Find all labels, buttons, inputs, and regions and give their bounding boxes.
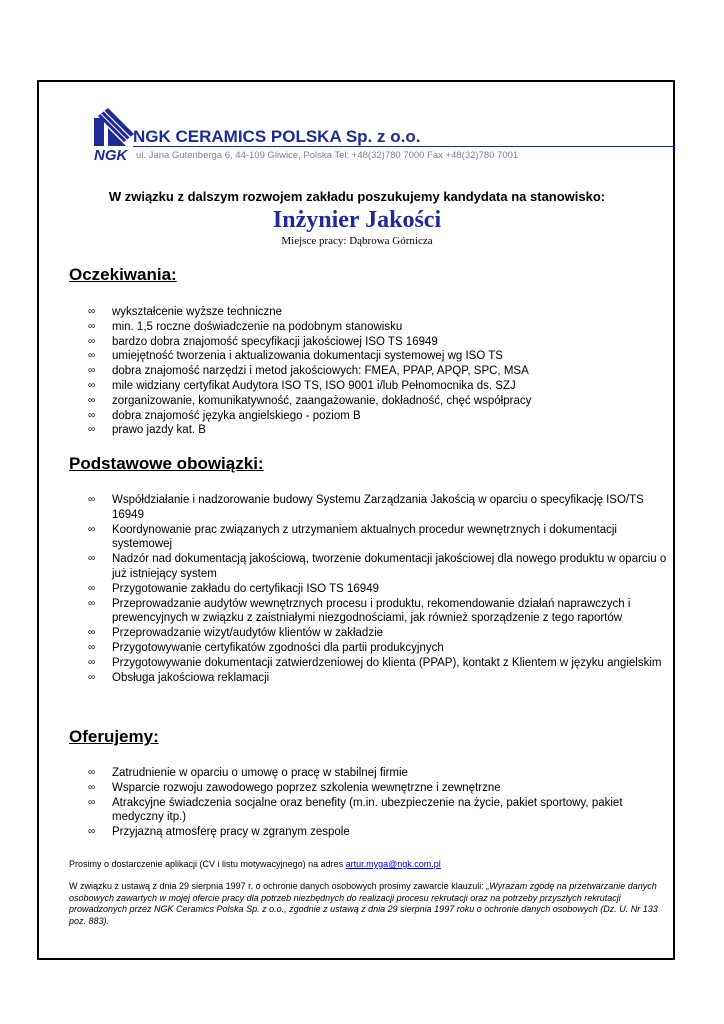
bullet-icon: ∞ xyxy=(88,335,96,347)
list-item: ∞ dobra znajomość języka angielskiego - poziom B xyxy=(88,409,361,422)
header-divider xyxy=(133,146,675,147)
list-item: ∞ Zatrudnienie w oparciu o umowę o pracę w stabilnej firmie xyxy=(88,767,408,779)
bullet-icon: ∞ xyxy=(88,394,96,406)
list-item: ∞ Przyjazną atmosferę pracy w zgranym zespole xyxy=(88,826,350,839)
bullet-icon: ∞ xyxy=(88,627,96,639)
bullet-icon: ∞ xyxy=(88,350,96,362)
bullet-icon: ∞ xyxy=(88,365,96,377)
work-location: Miejsce pracy: Dąbrowa Górnicza xyxy=(281,235,433,247)
bullet-icon: ∞ xyxy=(88,597,96,609)
list-item: ∞ Przeprowadzanie audytów wewnętrznych procesu i produktu, rekomendowanie działań naprawczych i prewencyjnych w związku z zaistniałymi niezgodnościami, jak również sporządzenie z tego raportów xyxy=(88,597,631,625)
job-title: Inżynier Jakości xyxy=(272,207,442,233)
list-item: ∞ Atrakcyjne świadczenia socjalne oraz benefity (m.in. ubezpieczenie na życie, pakiet sportowy, pakiet medyczny itp.) xyxy=(88,796,623,824)
duties-heading: Podstawowe obowiązki: xyxy=(69,454,264,473)
company-address: ul. Jana Gutenberga 6, 44-109 Gliwice, Polska Tel: +48(32)780 7000 Fax +48(32)780 7001 xyxy=(136,150,519,161)
list-item: ∞ Przygotowywanie certyfikatów zgodności dla partii produkcyjnych xyxy=(88,641,444,654)
list-item: ∞ Przygotowywanie dokumentacji zatwierdzeniowej do klienta (PPAP), kontakt z Klientem w języku angielskim xyxy=(88,656,662,669)
bullet-icon: ∞ xyxy=(88,320,96,332)
consent-clause-text: „Wyrażam zgodę na przetwarzanie danych osobowych zawartych w mojej ofercie pracy dla potrzeb niezbędnych do realizacji procesu rekrutacji oraz na potrzeby przyszłych rekrutacji prowadzonych przez NGK Ceramics Polska Sp. z o.o., zgodnie z ustawą z dnia 29 sierpnia 1997 roku o ochronie danych osobowych (Dz. U. Nr 133 poz. 883). xyxy=(69,881,658,926)
data-consent-clause: W związku z ustawą z dnia 29 sierpnia 1997 r. o ochronie danych osobowych prosimy zawarcie klauzuli: „Wyrażam zgodę na przetwarzanie danych osobowych zawartych w mojej ofercie pracy dla potrzeb niezbędnych do realizacji procesu rekrutacji oraz na potrzeby przyszłych rekrutacji prowadzonych przez NGK Ceramics Polska Sp. z o.o., zgodnie z ustawą z dnia 29 sierpnia 1997 roku o ochronie danych osobowych (Dz. U. Nr 133 poz. 883). xyxy=(69,881,658,926)
list-item: ∞ Przeprowadzanie wizyt/audytów klientów w zakładzie xyxy=(88,627,384,640)
offer-list xyxy=(88,766,658,840)
bullet-icon: ∞ xyxy=(88,796,96,808)
ngk-logo-text: NGK xyxy=(94,147,128,164)
intro-text: W związku z dalszym rozwojem zakładu poszukujemy kandydata na stanowisko: xyxy=(108,189,606,204)
bullet-icon: ∞ xyxy=(88,656,96,668)
bullet-icon: ∞ xyxy=(88,781,96,793)
bullet-icon: ∞ xyxy=(88,523,96,535)
expectations-heading: Oczekiwania: xyxy=(69,265,177,284)
ngk-logo-icon xyxy=(94,108,138,146)
bullet-icon: ∞ xyxy=(88,641,96,653)
expectations-list xyxy=(88,305,531,438)
bullet-icon: ∞ xyxy=(88,553,96,565)
list-item: ∞ Przygotowanie zakładu do certyfikacji ISO TS 16949 xyxy=(88,582,379,595)
list-item: ∞ bardzo dobra znajomość specyfikacji jakościowej ISO TS 16949 xyxy=(88,335,438,348)
list-item: ∞ Obsługa jakościowa reklamacji xyxy=(88,671,270,684)
list-item: ∞ mile widziany certyfikat Audytora ISO TS, ISO 9001 i/lub Pełnomocnika ds. SZJ xyxy=(88,379,516,392)
bullet-icon: ∞ xyxy=(88,826,96,838)
list-item: ∞ Współdziałanie i nadzorowanie budowy Systemu Zarządzania Jakością w oparciu o specyfikację ISO/TS 16949 xyxy=(88,494,644,521)
bullet-icon: ∞ xyxy=(88,409,96,421)
list-item: ∞ min. 1,5 roczne doświadczenie na podobnym stanowisku xyxy=(88,320,403,333)
duties-list xyxy=(88,493,668,685)
list-item: ∞ Nadzór nad dokumentacją jakościową, tworzenie dokumentacji jakościowej dla nowego produktu w oparciu o już istniejący system xyxy=(88,553,667,580)
list-item: ∞ prawo jazdy kat. B xyxy=(88,424,206,437)
bullet-icon: ∞ xyxy=(88,306,96,317)
bullet-icon: ∞ xyxy=(88,767,96,778)
bullet-icon: ∞ xyxy=(88,671,96,683)
company-name: NGK CERAMICS POLSKA Sp. z o.o. xyxy=(133,127,421,146)
offer-heading: Oferujemy: xyxy=(69,727,159,746)
list-item: ∞ Wsparcie rozwoju zawodowego poprzez szkolenia wewnętrzne i zewnętrzne xyxy=(88,781,501,794)
bullet-icon: ∞ xyxy=(88,494,96,505)
application-instructions: Prosimy o dostarczenie aplikacji (CV i listu motywacyjnego) na adres artur.myga@ngk.com.pl xyxy=(69,859,441,869)
list-item: ∞ Koordynowanie prac związanych z utrzymaniem aktualnych procedur wewnętrznych i dokumentacji systemowej xyxy=(88,523,617,551)
bullet-icon: ∞ xyxy=(88,582,96,594)
bullet-icon: ∞ xyxy=(88,379,96,391)
list-item: ∞ dobra znajomość narzędzi i metod jakościowych: FMEA, PPAP, APQP, SPC, MSA xyxy=(88,365,529,378)
list-item: ∞ wykształcenie wyższe techniczne xyxy=(88,306,283,318)
bullet-icon: ∞ xyxy=(88,424,96,436)
list-item: ∞ umiejętność tworzenia i aktualizowania dokumentacji systemowej wg ISO TS xyxy=(88,350,503,363)
list-item: ∞ zorganizowanie, komunikatywność, zaangażowanie, dokładność, chęć współpracy xyxy=(88,394,532,407)
email-link[interactable]: artur.myga@ngk.com.pl xyxy=(345,859,441,869)
